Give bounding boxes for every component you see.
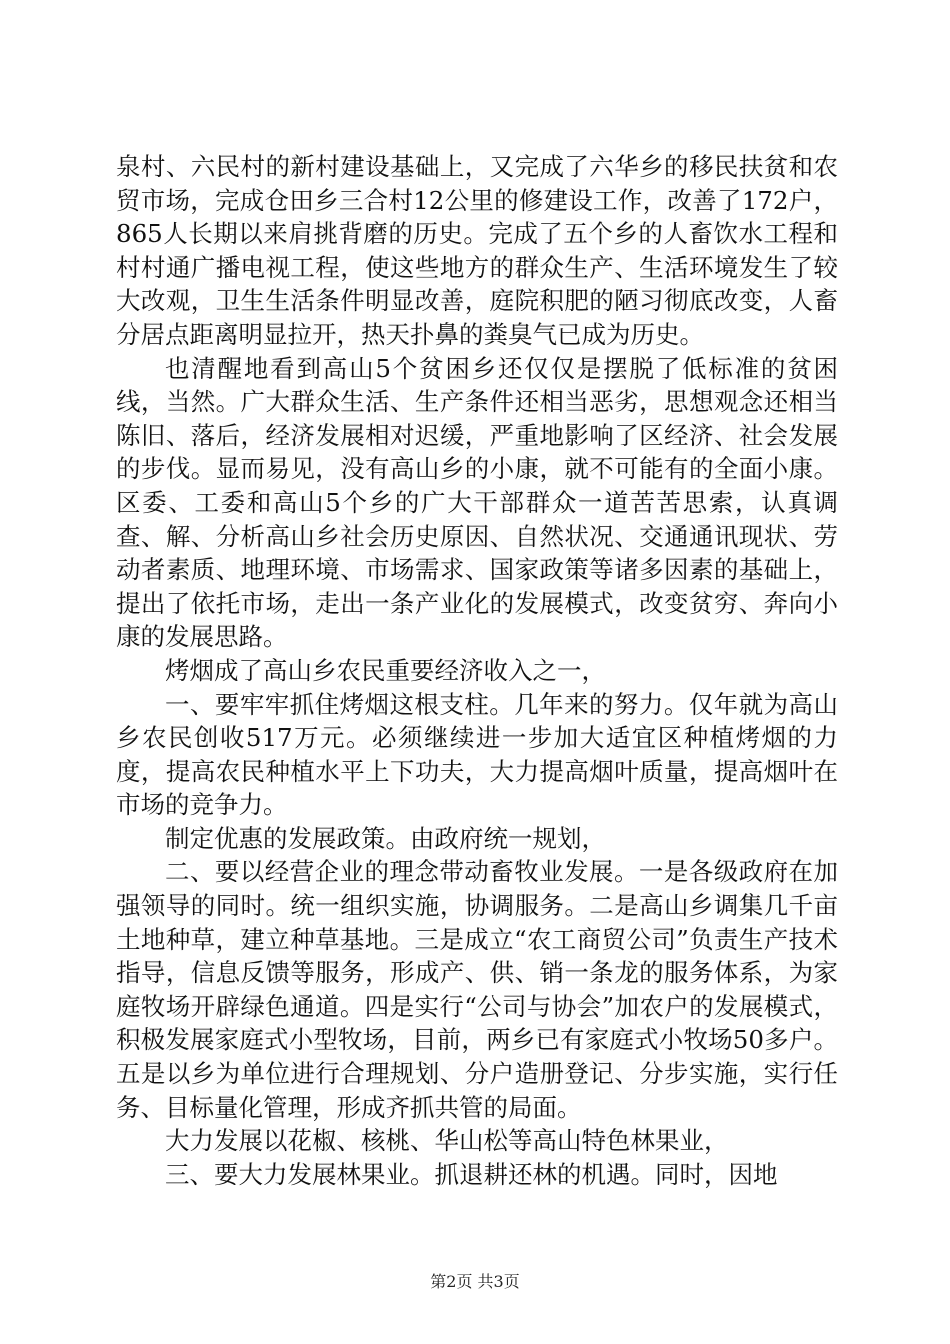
page-number-footer: 第2页 共3页 xyxy=(430,1272,520,1291)
paragraph: 制定优惠的发展政策。由政府统一规划， xyxy=(165,823,606,853)
paragraph: 也清醒地看到高山5个贫困乡还仅仅是摆脱了低标准的贫困线，当然。广大群众生活、生产条件还相当恶劣，思想观念还相当陈旧、落后，经济发展相对迟缓，严重地影响了区经济、社会发展的步伐。显而易见，没有高山乡的小康，就不可能有的全面小康。区委、工委和高山5个乡的广大干部群众一道苦苦思索，认真调查、解、分析高山乡社会历史原因、自然状况、交通通讯现状、劳动者素质、地理环境、市场需求、国家政策等诸多因素的基础上，提出了依托市场，走出一条产业化的发展模式，改变贫穷、奔向小康的发展思路。 xyxy=(116,353,838,652)
paragraph: 二、要以经营企业的理念带动畜牧业发展。一是各级政府在加强领导的同时。统一组织实施，协调服务。二是高山乡调集几千亩土地种草，建立种草基地。三是成立“农工商贸公司”负责生产技术指导，信息反馈等服务，形成产、供、销一条龙的服务体系，为家庭牧场开辟绿色通道。四是实行“公司与协会”加农户的发展模式，积极发展家庭式小型牧场，目前，两乡已有家庭式小牧场50多户。五是以乡为单位进行合理规划、分户造册登记、分步实施，实行任务、目标量化管理，形成齐抓共管的局面。 xyxy=(116,857,838,1122)
document-body xyxy=(116,150,838,1191)
paragraph: 烤烟成了高山乡农民重要经济收入之一， xyxy=(165,655,606,685)
paragraph: 泉村、六民村的新村建设基础上，又完成了六华乡的移民扶贫和农贸市场，完成仓田乡三合村12公里的修建设工作，改善了172户，865人长期以来肩挑背磨的历史。完成了五个乡的人畜饮水工程和村村通广播电视工程，使这些地方的群众生产、生活环境发生了较大改观，卫生生活条件明显改善，庭院积肥的陋习彻底改变，人畜分居点距离明显拉开，热天扑鼻的粪臭气已成为历史。 xyxy=(116,152,838,349)
paragraph: 一、要牢牢抓住烤烟这根支柱。几年来的努力。仅年就为高山乡农民创收517万元。必须继续进一步加大适宜区种植烤烟的力度，提高农民种植水平上下功夫，大力提高烟叶质量，提高烟叶在市场的竞争力。 xyxy=(116,689,838,820)
paragraph: 三、要大力发展林果业。抓退耕还林的机遇。同时，因地 xyxy=(165,1159,778,1189)
paragraph: 大力发展以花椒、核桃、华山松等高山特色林果业， xyxy=(165,1126,729,1156)
